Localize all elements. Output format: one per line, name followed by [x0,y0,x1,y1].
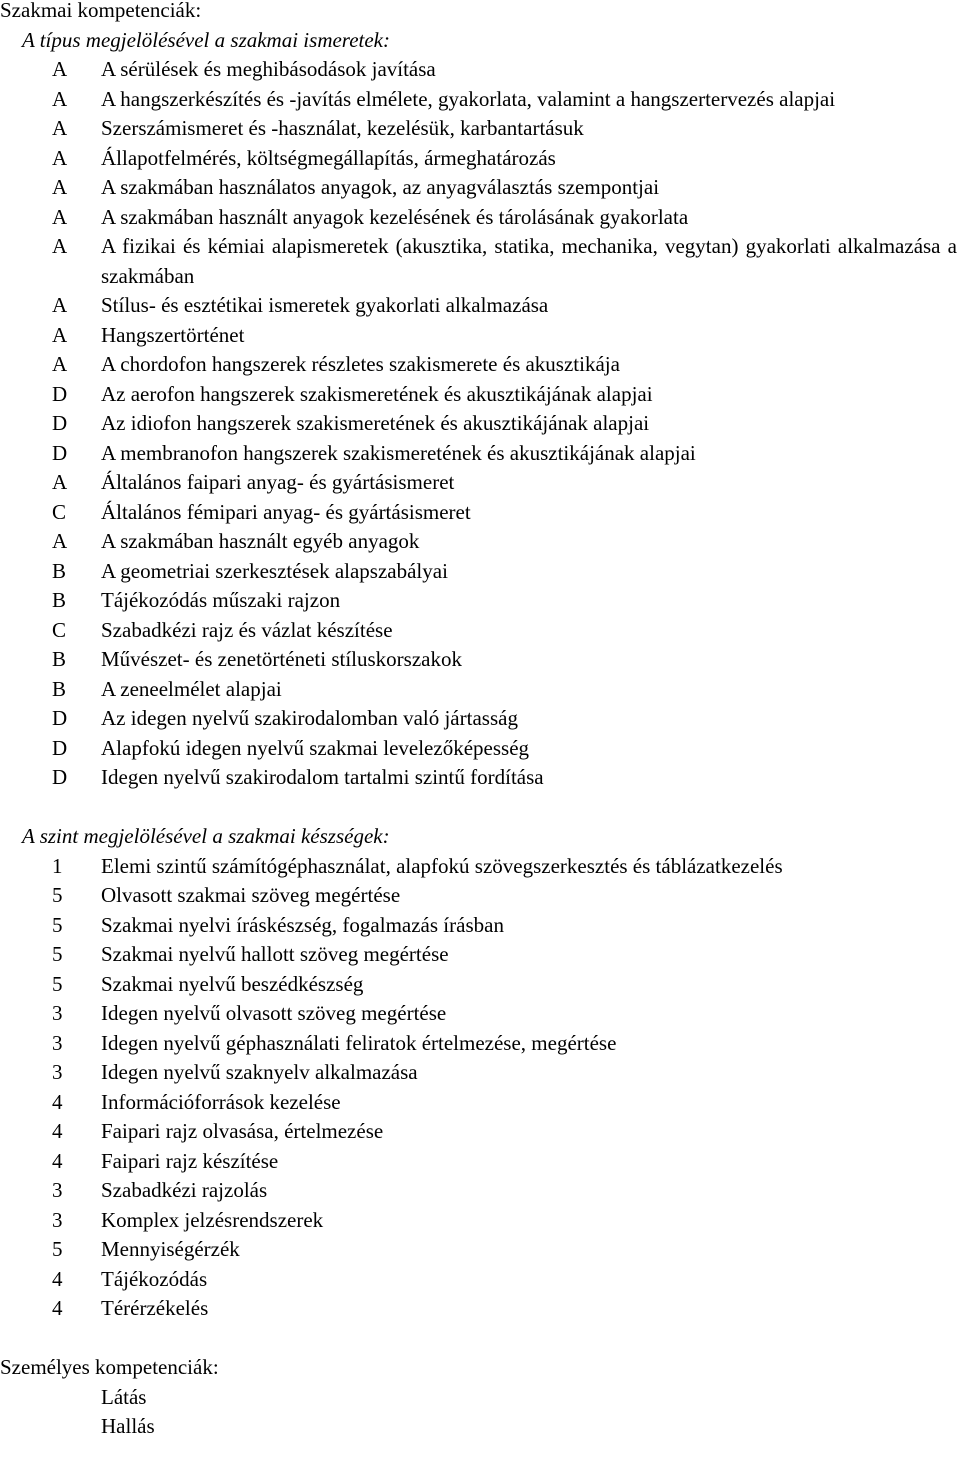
item-text: A membranofon hangszerek szakismeretének és akusztikájának alapjai [101,440,696,465]
item-code: A [52,529,68,553]
item-text: Művészet- és zenetörténeti stíluskorszakok [101,647,462,671]
item-text: Olvasott szakmai szöveg megértése [101,883,401,907]
item-text: Elemi szintű számítógéphasználat, alapfokú szövegszerkesztés és táblázatkezelés [101,853,783,878]
item-code: B [52,647,67,671]
item-code: 3 [52,1207,63,1232]
item-text: A szakmában használatos anyagok, az anyagválasztás szempontjai [101,175,660,199]
item-code: 4 [52,1296,63,1320]
item-code: 5 [52,971,63,996]
item-text: Az idiofon hangszerek szakismeretének és akusztikájának alapjai [101,411,650,435]
knowledge-item [0,350,960,380]
knowledge-item [0,144,960,174]
knowledge-item [0,409,960,439]
item-text: Alapfokú idegen nyelvű szakmai levelezőképesség [101,735,530,760]
item-text: Komplex jelzésrendszerek [101,1207,324,1232]
knowledge-item [0,321,960,351]
item-code: C [52,617,67,642]
personal-item: Hallás [101,1414,155,1438]
knowledge-item [0,616,960,646]
item-text: Szakmai nyelvű hallott szöveg megértése [101,942,449,966]
item-text: Tájékozódás [101,1266,208,1291]
item-code: 4 [52,1089,63,1114]
item-text: Szabadkézi rajz és vázlat készítése [101,617,393,642]
skill-item [0,1176,960,1206]
knowledge-item [0,173,960,203]
skill-item [0,1029,960,1059]
personal-competencies-heading: Személyes kompetenciák: [0,1355,219,1379]
knowledge-item [0,675,960,705]
skill-item [0,1088,960,1118]
item-code: A [52,57,68,81]
item-text: Az aerofon hangszerek szakismeretének és akusztikájának alapjai [101,381,653,406]
item-text: Szabadkézi rajzolás [101,1178,268,1202]
knowledge-subheading: A típus megjelölésével a szakmai ismeretek: [22,27,390,52]
skill-item [0,1206,960,1236]
item-code: 3 [52,1030,63,1055]
skill-item [0,852,960,882]
item-code: D [52,765,68,789]
item-text: Idegen nyelvű szakirodalom tartalmi szintű fordítása [101,765,544,789]
item-text: Stílus- és esztétikai ismeretek gyakorlati alkalmazása [101,293,549,317]
skill-item [0,970,960,1000]
knowledge-item [0,734,960,764]
personal-list [0,1383,960,1442]
item-code: 5 [52,1237,63,1261]
knowledge-item [0,763,960,793]
item-code: D [52,381,68,406]
item-text: A chordofon hangszerek részletes szakismerete és akusztikája [101,352,620,376]
item-text: A szakmában használt egyéb anyagok [101,529,420,553]
item-text: Faipari rajz készítése [101,1148,279,1173]
knowledge-item [0,380,960,410]
item-text: A hangszerkészítés és -javítás elmélete, gyakorlata, valamint a hangszertervezés alapjai [101,86,836,111]
item-code: 4 [52,1266,63,1291]
item-text: Faipari rajz olvasása, értelmezése [101,1119,384,1143]
item-code: 1 [52,853,63,878]
item-code: B [52,558,67,583]
item-text: Idegen nyelvű olvasott szöveg megértése [101,1001,447,1025]
item-code: A [52,204,68,229]
item-code: 3 [52,1178,63,1202]
item-code: A [52,86,68,111]
skill-item [0,1058,960,1088]
item-text: Tájékozódás műszaki rajzon [101,588,341,612]
item-text: Idegen nyelvű géphasználati feliratok értelmezése, megértése [101,1030,617,1055]
knowledge-item [0,527,960,557]
item-text: A geometriai szerkesztések alapszabályai [101,558,448,583]
item-text: Állapotfelmérés, költségmegállapítás, ármeghatározás [101,145,556,170]
item-code: A [52,322,68,347]
knowledge-item [0,232,960,291]
item-code: D [52,411,68,435]
item-text: Idegen nyelvű szaknyelv alkalmazása [101,1060,418,1084]
knowledge-item [0,114,960,144]
skill-item [0,1294,960,1324]
item-code: B [52,588,67,612]
skill-item [0,1117,960,1147]
item-text: Szakmai nyelvű beszédkészség [101,971,364,996]
skills-list [0,852,960,1324]
knowledge-item [0,557,960,587]
item-code: 5 [52,883,63,907]
personal-item: Látás [101,1384,147,1409]
item-code: 3 [52,1001,63,1025]
knowledge-item [0,55,960,85]
knowledge-item [0,468,960,498]
skill-item [0,999,960,1029]
knowledge-list [0,55,960,793]
item-code: A [52,116,68,140]
knowledge-item [0,586,960,616]
item-code: 3 [52,1060,63,1084]
knowledge-item [0,704,960,734]
item-code: D [52,735,68,760]
skills-subheading: A szint megjelölésével a szakmai készségek: [22,824,390,848]
knowledge-item [0,645,960,675]
item-text: Mennyiségérzék [101,1237,240,1261]
item-code: 4 [52,1119,63,1143]
item-text: Szakmai nyelvi íráskészség, fogalmazás írásban [101,912,504,937]
item-code: A [52,175,68,199]
section-spacer [0,1324,960,1354]
skill-item [0,881,960,911]
item-code: A [52,470,68,494]
item-text: Általános fémipari anyag- és gyártásismeret [101,499,471,524]
item-code: D [52,706,68,730]
skill-item [0,911,960,941]
item-code: 5 [52,942,63,966]
item-code: B [52,676,67,701]
item-text: Hangszertörténet [101,322,245,347]
skill-item [0,1235,960,1265]
item-text: Általános faipari anyag- és gyártásismeret [101,470,455,494]
knowledge-item [0,203,960,233]
item-text: Az idegen nyelvű szakirodalomban való jártasság [101,706,518,730]
item-text: Szerszámismeret és -használat, kezelésük, karbantartásuk [101,116,584,140]
item-text: A fizikai és kémiai alapismeretek (akusztika, statika, mechanika, vegytan) gyakorlati alkalmazása a szakmában [101,234,957,288]
item-text: Információforrások kezelése [101,1089,341,1114]
skill-item [0,940,960,970]
item-code: A [52,145,68,170]
item-text: A szakmában használt anyagok kezelésének és tárolásának gyakorlata [101,204,689,229]
item-code: A [52,293,68,317]
item-code: C [52,499,67,524]
item-code: 5 [52,912,63,937]
knowledge-item [0,85,960,115]
item-code: A [52,234,68,258]
item-text: A zeneelmélet alapjai [101,676,282,701]
item-code: A [52,352,68,376]
section-spacer [0,793,960,823]
skill-item [0,1265,960,1295]
item-text: Térérzékelés [101,1296,209,1320]
item-code: 4 [52,1148,63,1173]
knowledge-item [0,439,960,469]
knowledge-item [0,291,960,321]
professional-competencies-heading: Szakmai kompetenciák: [0,0,202,22]
skill-item [0,1147,960,1177]
knowledge-item [0,498,960,528]
item-text: A sérülések és meghibásodások javítása [101,57,436,81]
item-code: D [52,440,68,465]
